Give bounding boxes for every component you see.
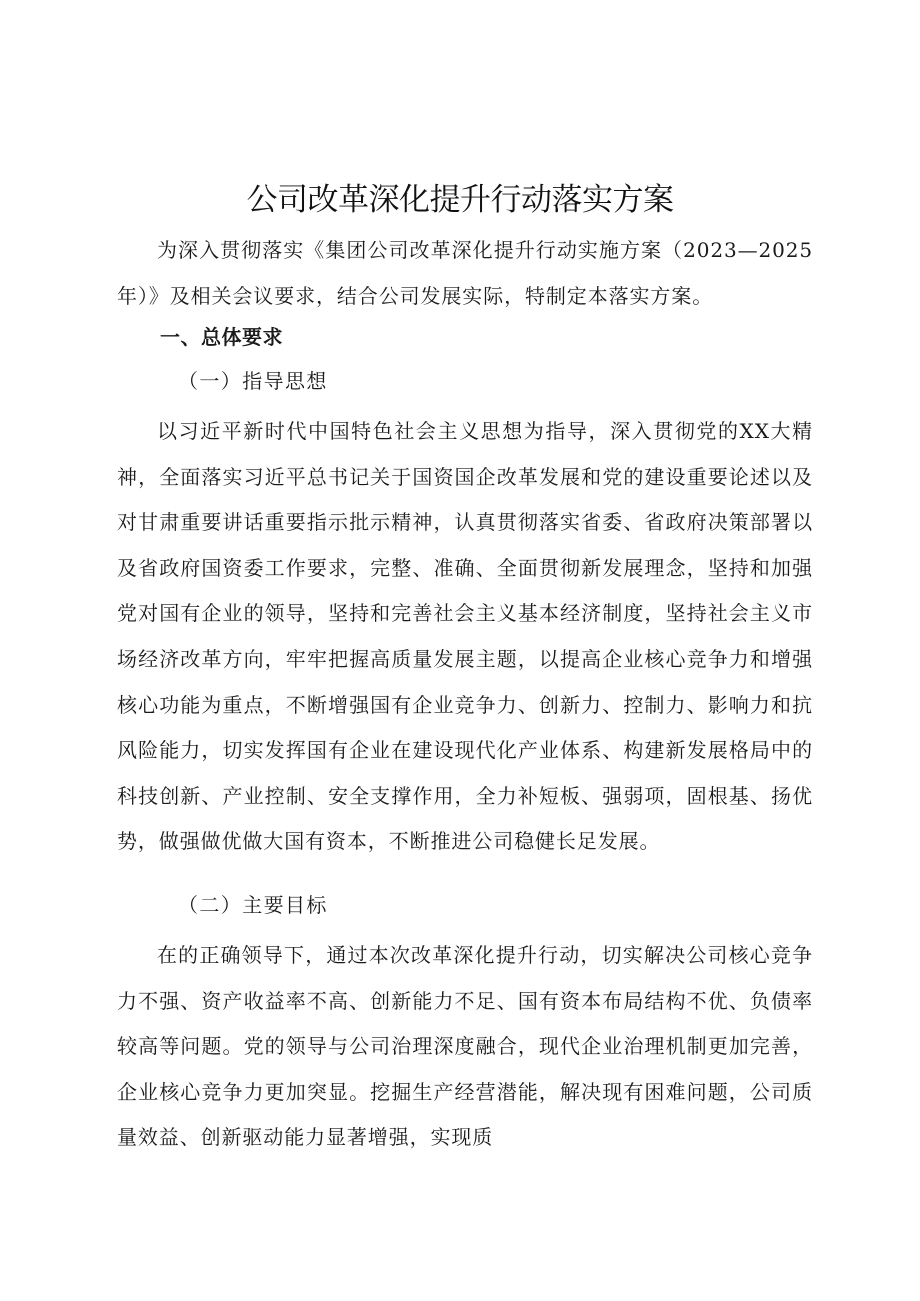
document-title: 公司改革深化提升行动落实方案 — [246, 182, 674, 218]
subsection-heading-main-goals: （二）主要目标 — [178, 893, 328, 917]
intro-paragraph: 为深入贯彻落实《集团公司改革深化提升行动实施方案（2023—2025年）》及相关会议要求，结合公司发展实际，特制定本落实方案。 — [117, 238, 813, 308]
section-heading-general-requirements: 一、总体要求 — [160, 325, 283, 349]
guiding-ideology-paragraph: 以习近平新时代中国特色社会主义思想为指导，深入贯彻党的XX大精神，全面落实习近平总书记关于国资国企改革发展和党的建设重要论述以及对甘肃重要讲话重要指示批示精神，认真贯彻落实省委、省政府决策部署以及省政府国资委工作要求，完整、准确、全面贯彻新发展理念，坚持和加强党对国有企业的领导，坚持和完善社会主义基本经济制度，坚持社会主义市场经济改革方向，牢牢把握高质量发展主题，以提高企业核心竞争力和增强核心功能为重点，不断增强国有企业竞争力、创新力、控制力、影响力和抗风险能力，切实发挥国有企业在建设现代化产业体系、构建新发展格局中的科技创新、产业控制、安全支撑作用，全力补短板、强弱项，固根基、扬优势，做强做优做大国有资本，不断推进公司稳健长足发展。 — [117, 419, 813, 854]
subsection-heading-guiding-ideology: （一）指导思想 — [178, 369, 328, 393]
main-goals-paragraph: 在的正确领导下，通过本次改革深化提升行动，切实解决公司核心竞争力不强、资产收益率不高、创新能力不足、国有资本布局结构不优、负债率较高等问题。党的领导与公司治理深度融合，现代企业治理机制更加完善，企业核心竞争力更加突显。挖掘生产经营潜能，解决现有困难问题，公司质量效益、创新驱动能力显著增强，实现质 — [117, 943, 813, 1150]
